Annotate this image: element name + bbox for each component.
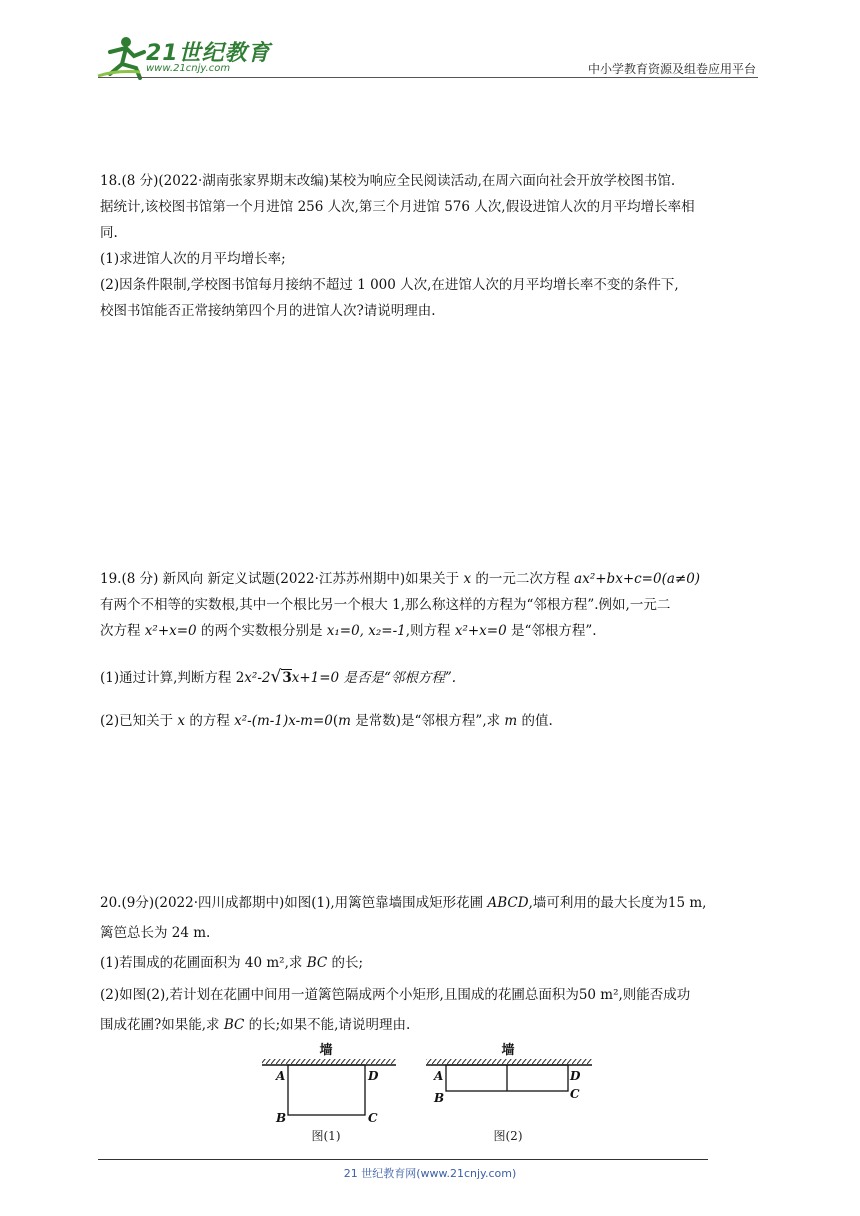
q19-part2 <box>100 708 760 734</box>
q19-l3d: 是“邻根方程”. <box>506 623 597 639</box>
header-divider <box>98 77 758 78</box>
q20-line1 <box>100 890 760 916</box>
q19-line2: 有两个不相等的实数根,其中一个根比另一个根大 1,那么称这样的方程为“邻根方程”.例如,一元二 <box>100 597 671 613</box>
q18-part1: (1)求进馆人次的月平均增长率; <box>100 251 286 267</box>
fig1-label-c: C <box>368 1111 378 1125</box>
q19-l1b: 的一元二次方程 <box>471 571 575 587</box>
fig1-label-d: D <box>368 1069 379 1083</box>
sqrt-icon: √ <box>270 667 282 687</box>
fig2-wall-label: 墙 <box>501 1043 515 1058</box>
fig1-rectangle <box>288 1065 365 1115</box>
footer-link[interactable]: 21 世纪教育网(www.21cnjy.com) <box>343 1167 517 1180</box>
q18-part2a: (2)因条件限制,学校图书馆每月接纳不超过 1 000 人次,在进馆人次的月平均增长率不变的条件下, <box>100 277 679 293</box>
fig2-wall-hatch <box>426 1059 592 1064</box>
q19-l3a: 次方程 <box>100 623 145 639</box>
q19-p1a: (1)通过计算,判断方程 2 <box>100 670 245 686</box>
q19-p1b: x+1=0 是否是“邻根方程”. <box>291 670 457 686</box>
q20-part2b <box>100 1012 760 1038</box>
q19-l1a: 19.(8 分) 新风向 新定义试题(2022·江苏苏州期中)如果关于 <box>100 571 464 587</box>
logo-url: www.21cnjy.com <box>146 63 231 74</box>
q18-part2b: 校图书馆能否正常接纳第四个月的进馆人次?请说明理由. <box>100 303 436 319</box>
q18-line3: 同. <box>100 225 118 241</box>
q19-p2d: 是常数)是“邻根方程”,求 <box>350 713 505 729</box>
q19-p2m: m <box>338 713 351 729</box>
q19-p2b: 的方程 <box>185 713 235 729</box>
q19-p2c: ( <box>332 713 339 729</box>
q20-part1 <box>100 950 760 976</box>
q19-l3eq2: x²+x=0 <box>454 623 507 639</box>
fig1-wall-label: 墙 <box>319 1043 333 1058</box>
fig2-label-c: C <box>570 1087 580 1101</box>
footer-divider <box>98 1159 708 1160</box>
q19-l3b: 的两个实数根分别是 <box>196 623 327 639</box>
fig1-label-a: A <box>276 1069 286 1083</box>
q20-p1a: (1)若围成的花圃面积为 40 m²,求 <box>100 955 307 971</box>
q20-l1a: 20.(9分)(2022·四川成都期中)如图(1),用篱笆靠墙围成矩形花圃 <box>100 895 488 911</box>
figure-1 <box>256 1040 406 1146</box>
q19-p2x: x <box>177 713 186 729</box>
header-platform-name: 中小学教育资源及组卷应用平台 <box>587 62 756 76</box>
figure-2 <box>422 1040 600 1146</box>
fig2-caption: 图(2) <box>493 1129 523 1143</box>
fig1-wall-hatch <box>262 1059 396 1064</box>
q19-p2eq: x²-(m-1)x-m=0 <box>234 713 333 729</box>
q20-p1b: 的长; <box>327 955 364 971</box>
fig1-label-b: B <box>276 1111 287 1125</box>
q20-l1b: ,墙可利用的最大长度为15 m, <box>528 895 707 911</box>
q18-line1: 18.(8 分)(2022·湖南张家界期末改编)某校为响应全民阅读活动,在周六面向社会开放学校图书馆. <box>100 173 676 189</box>
q19-p1sqrt: 3 <box>282 670 292 686</box>
q19-l1eq: ax²+bx+c=0(a≠0) <box>574 571 701 587</box>
q19-line3 <box>100 618 760 644</box>
q18-line2: 据统计,该校图书馆第一个月进馆 256 人次,第三个月进馆 576 人次,假设进馆人次的月平均增长率相 <box>100 199 695 215</box>
fig2-label-b: B <box>434 1091 445 1105</box>
q20-p2b: 围成花圃?如果能,求 <box>100 1017 224 1033</box>
fig1-caption: 图(1) <box>311 1129 341 1143</box>
q19-l1x: x <box>463 571 472 587</box>
q20-l1abcd: ABCD <box>487 895 529 911</box>
q20-p1bc: BC <box>306 955 328 971</box>
q19-l3r: x₁=0, x₂=-1 <box>326 623 406 639</box>
q19-p2a: (2)已知关于 <box>100 713 178 729</box>
q20-p2bc: BC <box>223 1017 245 1033</box>
fig2-label-d: D <box>570 1069 581 1083</box>
q19-line1 <box>100 566 760 592</box>
q19-l3c: ,则方程 <box>405 623 455 639</box>
q20-p2c: 的长;如果不能,请说明理由. <box>244 1017 411 1033</box>
q19-p2e: 的值. <box>517 713 553 729</box>
fig2-label-a: A <box>434 1069 444 1083</box>
q19-p2m2: m <box>504 713 518 729</box>
q19-part1 <box>100 664 760 691</box>
q19-p1x: x²-2 <box>244 670 271 686</box>
logo-text: 21世纪教育 <box>146 41 271 66</box>
q20-line2: 篱笆总长为 24 m. <box>100 925 211 941</box>
q19-l3eq: x²+x=0 <box>144 623 197 639</box>
q20-part2a: (2)如图(2),若计划在花圃中间用一道篱笆隔成两个小矩形,且围成的花圃总面积为50 m²,则能否成功 <box>100 987 691 1003</box>
